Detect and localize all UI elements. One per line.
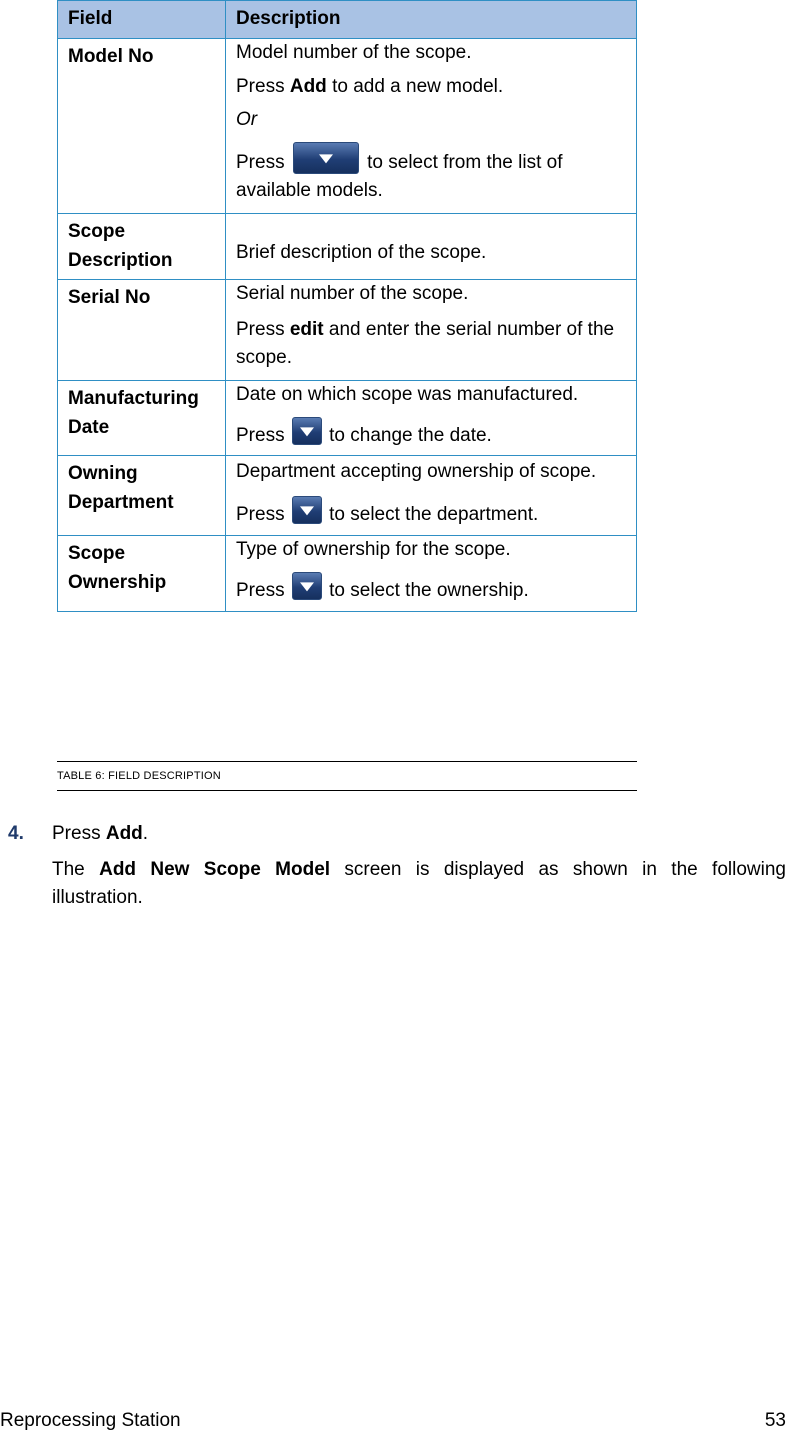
field-name: Serial No: [58, 280, 226, 381]
table-row: [58, 380, 637, 456]
dropdown-arrow-icon: [293, 142, 359, 174]
field-description: Date on which scope was manufactured. Press to change the date.: [226, 380, 637, 456]
table-row: [58, 536, 637, 612]
header-description: Description: [226, 1, 637, 39]
field-description-table: [57, 0, 637, 612]
field-name: Model No: [58, 38, 226, 213]
step-number: 4.: [8, 823, 24, 844]
header-field: Field: [58, 1, 226, 39]
footer-title: Reprocessing Station: [0, 1410, 181, 1431]
table-row: [58, 38, 637, 213]
field-description: Brief description of the scope.: [226, 214, 637, 280]
dropdown-arrow-icon: [292, 572, 322, 600]
field-name: Scope Ownership: [58, 536, 226, 612]
field-description: Type of ownership for the scope. Press to select the ownership.: [226, 536, 637, 612]
dropdown-arrow-icon: [292, 417, 322, 445]
field-description: Model number of the scope. Press Add to add a new model. Or Press to select from the list of available models.: [226, 38, 637, 213]
table-caption: TABLE 6: FIELD DESCRIPTION: [57, 761, 637, 791]
table-row: [58, 456, 637, 536]
field-description: Department accepting ownership of scope. Press to select the department.: [226, 456, 637, 536]
field-name: Owning Department: [58, 456, 226, 536]
table-row: [58, 214, 637, 280]
field-name: Scope Description: [58, 214, 226, 280]
step-description: The Add New Scope Model screen is displayed as shown in the following illustration.: [52, 859, 786, 908]
table-row: [58, 280, 637, 381]
step-instruction: Press Add.: [52, 823, 149, 844]
field-name: Manufacturing Date: [58, 380, 226, 456]
table-header-row: [58, 1, 637, 39]
dropdown-arrow-icon: [292, 496, 322, 524]
field-description: Serial number of the scope. Press edit and enter the serial number of the scope.: [226, 280, 637, 381]
page-number: 53: [764, 1410, 786, 1431]
